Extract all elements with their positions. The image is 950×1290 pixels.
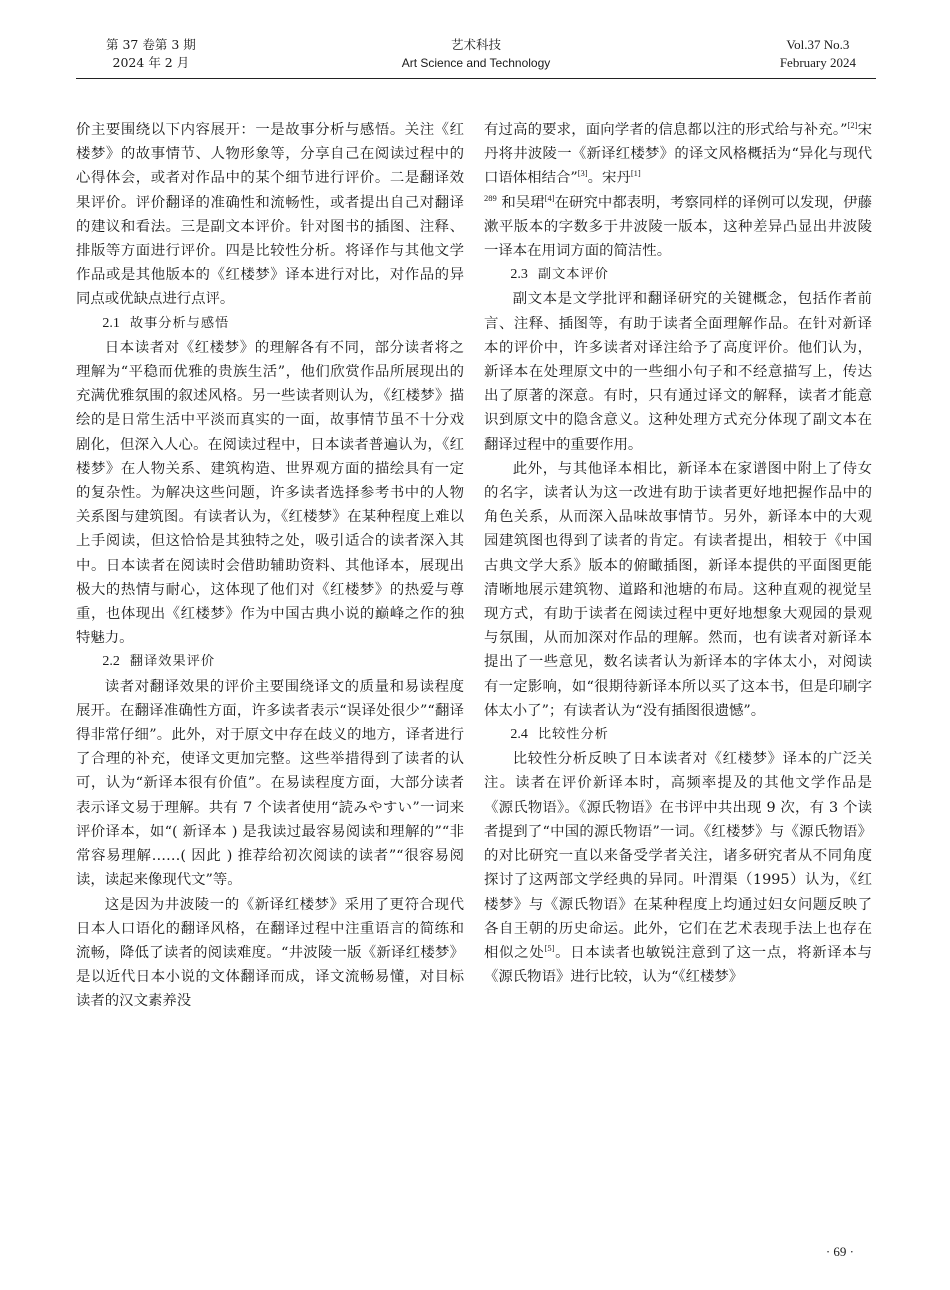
page-number: · 69 · — [825, 1244, 854, 1259]
citation-ref: [5] — [544, 942, 555, 953]
citation-ref: [1] — [630, 168, 641, 179]
page-ref: 289 — [484, 192, 497, 203]
section-heading-2-3 — [484, 263, 872, 287]
paragraph: 这是因为井波陵一的《新译红楼梦》采用了更符合现代日本人口语化的翻译风格，在翻译过程中注重语言的简练和流畅，降低了读者的阅读难度。“井波陵一版《新译红楼梦》是以近代日本小说的文体翻译而成，译文流畅易懂，对目标读者的汉文素养没 — [76, 896, 464, 1010]
citation-ref: [2] — [847, 120, 858, 130]
left-column — [76, 118, 464, 1014]
paragraph: 副文本是文学批评和翻译研究的关键概念，包括作者前言、注释、插图等，有助于读者全面理解作品。在针对新译本的评价中，许多读者对译注给予了高度评价。他们认为，新译本在处理原文中的一些细小句子和不经意描写上，传达出了原著的深意。有时，只有通过译文的解释，读者才能意识到原文中的隐含意义。这种处理方式充分体现了副文本在翻译过程中的重要作用。 — [484, 291, 872, 453]
date-en: February 2024 — [779, 55, 856, 70]
citation-ref: [3] — [577, 168, 588, 179]
header-center — [76, 36, 876, 72]
volume-issue: 第 37 卷第 3 期 — [106, 37, 196, 52]
journal-title-cn: 艺术科技 — [450, 37, 501, 52]
section-title: 比较性分析 — [537, 727, 609, 743]
paragraph: 日本读者对《红楼梦》的理解各有不同，部分读者将之理解为“平稳而优雅的贵族生活”，他们欣赏作品所展现出的充满优雅氛围的叙述风格。另一些读者则认为，《红楼梦》描绘的是日常生活中平淡而真实的一面，故事情节虽不十分戏剧化，但深入人心。在阅读过程中，日本读者普遍认为，《红楼梦》在人物关系、建筑构造、世界观方面的描绘具有一定的复杂性。为解决这些问题，许多读者选择参考书中的人物关系图与建筑图。有读者认为，《红楼梦》在某种程度上难以上手阅读，但这恰恰是其独特之处，吸引适合的读者深入其中。日本读者在阅读时会借助辅助资料、其他译本，展现出极大的热情与耐心，这体现了他们对《红楼梦》的热爱与尊重，也体现出《红楼梦》作为中国古典小说的巅峰之作的独特魅力。 — [76, 339, 464, 647]
section-number: 2.3 — [510, 267, 528, 283]
text-run: 和吴珺 — [496, 194, 545, 211]
section-heading-2-4 — [484, 723, 872, 747]
header-right — [780, 36, 856, 72]
right-column — [484, 118, 872, 989]
section-number: 2.2 — [102, 654, 120, 670]
journal-title-en: Art Science and Technology — [401, 56, 551, 70]
section-title: 副文本评价 — [537, 267, 609, 283]
section-title: 故事分析与感悟 — [129, 315, 230, 331]
running-header — [76, 36, 876, 79]
text-run: 。宋丹 — [587, 170, 631, 187]
paragraph: 此外，与其他译本相比，新译本在家谱图中附上了侍女的名字，读者认为这一改进有助于读者更好地把握作品中的角色关系，从而深入品味故事情节。另外，新译本中的大观园建筑图也得到了读者的肯定。有读者提出，相较于《中国古典文学大系》版本的俯瞰插图，新译本提供的平面图更能清晰地展示建筑物、道路和池塘的布局。这种直观的视觉呈现方式，有助于读者在阅读过程中更好地想象大观园的景观与氛围，从而加深对作品的理解。然而，也有读者对新译本提出了一些意见，数名读者认为新译本的字体太小，对阅读有一定影响，如“很期待新译本所以买了这本书，但是印刷字体太小了”；有读者认为“没有插图很遗憾”。 — [484, 460, 872, 719]
paragraph: 价主要围绕以下内容展开：一是故事分析与感悟。关注《红楼梦》的故事情节、人物形象等，分享自己在阅读过程中的心得体会，或者对作品中的某个细节进行评价。二是翻译效果评价。评价翻译的准确性和流畅性，或者提出自己对翻译的建议和看法。三是副文本评价。针对图书的插图、注释、排版等方面进行评价。四是比较性分析。将译作与其他文学作品或是其他版本的《红楼梦》译本进行对比，对作品的异同点或优缺点进行点评。 — [76, 122, 464, 308]
paragraph: 读者对翻译效果的评价主要围绕译文的质量和易读程度展开。在翻译准确性方面，许多读者表示“误译处很少”“翻译得非常仔细”。此外，对于原文中存在歧义的地方，译者进行了合理的补充，使译文更加完整。这些举措得到了读者的认可，认为“新译本很有价值”。在易读程度方面，大部分读者表示译文易于理解。共有 7 个读者使用“読みやすい”一词来评价译本，如“( 新译本 ) 是我读过最容易阅读和理解的”“非常容易理解……( 因此 ) 推荐给初次阅读的读者”“很容易阅读，读起来像现代文”等。 — [76, 678, 464, 889]
paragraph — [484, 118, 872, 263]
text-run: 在研究中都表明，考察同样的译例可以发现，伊藤漱平版本的字数多于井波陵一版本，这种差异凸显出井波陵一译本在用词方面的简洁性。 — [484, 194, 872, 260]
section-heading-2-1 — [76, 312, 464, 336]
text-run: 宋丹将井波陵一《新译红楼梦》的译文风格概括为“异化与现代口语体相结合” — [484, 122, 872, 187]
text-run: 。日本读者也敏锐注意到了这一点，将新译本与《源氏物语》进行比较，认为“《红楼梦》 — [484, 944, 872, 986]
citation-ref: [4] — [544, 192, 555, 203]
text-run: 比较性分析反映了日本读者对《红楼梦》译本的广泛关注。读者在评价新译本时，高频率提及的其他文学作品是《源氏物语》。《源氏物语》在书评中共出现 9 次，有 3 个读者提到了“中国的源氏物语”一词。《红楼梦》与《源氏物语》的对比研究一直以来备受学者关注，诸多研究者从不同角度探讨了这两部文学经典的异同。叶渭渠（1995）认为，《红楼梦》与《源氏物语》在某种程度上均通过妇女问题反映了各自王朝的历史命运。此外，它们在艺术表现手法上也存在相似之处 — [484, 751, 872, 961]
section-heading-2-2 — [76, 650, 464, 674]
paragraph — [484, 747, 872, 989]
section-number: 2.4 — [510, 727, 528, 743]
volume-en: Vol.37 No.3 — [786, 37, 850, 52]
section-title: 翻译效果评价 — [129, 654, 216, 670]
section-number: 2.1 — [102, 315, 120, 331]
date-cn: 2024 年 2 月 — [112, 55, 190, 70]
text-run: 有过高的要求，面向学者的信息都以注的形式给与补充。” — [484, 122, 848, 138]
